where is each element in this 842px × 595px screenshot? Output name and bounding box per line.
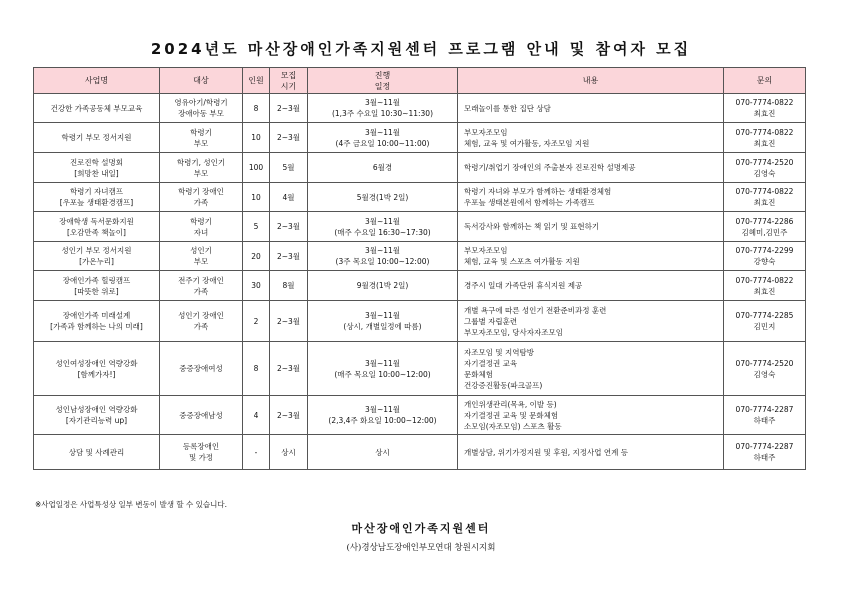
contact-person: 김영숙 [753,168,776,178]
program-content: 부모자조모임 체험, 교육 및 스포츠 여가활동 지원 [458,242,724,271]
contact-person: 김혜미,김민주 [741,227,788,237]
program-count: 8 [243,342,270,396]
program-target: 전주기 장애인 가족 [160,271,243,301]
recruit-period: 5월 [270,153,308,183]
contact-phone: 070-7774-2287 [735,405,794,414]
footer-org-name: 마산장애인가족지원센터 [351,522,491,535]
table-row [34,301,806,342]
program-name: 성인여성장애인 역량강화 [함께가자!] [34,342,160,396]
program-target: 학령기 장애인 가족 [160,183,243,212]
program-name: 학령기 자녀캠프 [우포늪 생태환경캠프] [34,183,160,212]
program-content: 개인위생관리(목욕, 이발 등) 자기결정권 교육 및 문화체험 소모임(자조모임) 스포츠 활동 [458,396,724,435]
recruit-period: 2~3월 [270,212,308,242]
contact-phone: 070-7774-2299 [735,246,794,255]
program-table [33,67,806,470]
recruit-period: 4월 [270,183,308,212]
program-schedule: 3월~11월 (2,3,4주 화요일 10:00~12:00) [308,396,458,435]
contact-phone: 070-7774-2286 [735,216,794,226]
contact-phone: 070-7774-0822 [735,187,794,196]
program-target: 학령기 자녀 [160,212,243,242]
program-name: 장애학생 독서문화지원 [오감만족 책놀이] [34,212,160,242]
contact-cell [724,396,806,435]
program-content: 자조모임 및 지역탐방 자기결정권 교육 문화체험 건강증진활동(파크골프) [458,342,724,396]
contact-cell [724,301,806,342]
contact-person: 최효진 [753,198,776,207]
footer-parent-org: (사)경상남도장애인부모연대 창원시지회 [346,543,496,553]
program-schedule: 3월~11월 (4주 금요일 10:00~11:00) [308,123,458,153]
program-target: 중증장애여성 [160,342,243,396]
contact-cell [724,242,806,271]
program-target: 성인기 부모 [160,242,243,271]
program-target: 중증장애남성 [160,396,243,435]
recruit-period: 2~3월 [270,396,308,435]
program-schedule: 3월~11월 (상시, 개별일정에 따름) [308,301,458,342]
contact-person: 강향숙 [753,257,776,266]
program-schedule: 5월경(1박 2일) [308,183,458,212]
schedule-note: ※사업일정은 사업특성상 일부 변동이 발생 할 수 있습니다. [35,500,227,509]
contact-phone: 070-7774-2520 [735,157,794,167]
program-content: 학령기/취업기 장애인의 주출분자 진로진학 설명제공 [458,153,724,183]
program-name: 진로진학 설명회 [희망찬 내일] [34,153,160,183]
contact-cell [724,153,806,183]
program-content: 독서강사와 함께하는 책 읽기 및 표현하기 [458,212,724,242]
program-count: 10 [243,123,270,153]
contact-person: 김민지 [753,322,776,331]
contact-phone: 070-7774-2520 [735,358,794,368]
program-rows [34,94,806,470]
contact-person: 하태주 [753,416,776,425]
header-period: 모집 시기 [270,68,308,94]
table-row [34,94,806,123]
recruit-period: 2~3월 [270,94,308,123]
header-schedule: 진행 일정 [308,68,458,94]
header-contact: 문의 [724,68,806,94]
header-program: 사업명 [34,68,160,94]
contact-person: 최효진 [753,109,776,118]
program-name: 성인기 부모 정서지원 [가온누리] [34,242,160,271]
recruit-period: 2~3월 [270,342,308,396]
contact-phone: 070-7774-2285 [735,311,794,320]
header-target: 대상 [160,68,243,94]
program-content: 개별상담, 위기가정지원 및 후원, 지정사업 연계 등 [458,435,724,470]
table-row [34,183,806,212]
program-name: 장애인가족 힐링캠프 [따뜻한 위로] [34,271,160,301]
table-row [34,435,806,470]
header-content: 내용 [458,68,724,94]
recruit-period: 상시 [270,435,308,470]
program-schedule: 6월경 [308,153,458,183]
program-name: 학령기 부모 정서지원 [34,123,160,153]
program-count: 20 [243,242,270,271]
program-schedule: 3월~11월 (3주 목요일 10:00~12:00) [308,242,458,271]
program-name: 건강한 가족공동체 부모교육 [34,94,160,123]
table-row [34,242,806,271]
program-count: - [243,435,270,470]
program-target: 학령기, 성인기 부모 [160,153,243,183]
contact-person: 최효진 [753,286,776,296]
program-name: 성인남성장애인 역량강화 [자기관리능력 up] [34,396,160,435]
program-name: 장애인가족 미래설계 [가족과 함께하는 나의 미래] [34,301,160,342]
table-row [34,123,806,153]
program-content: 경주시 일대 가족단위 휴식지원 제공 [458,271,724,301]
program-target: 영유아기/학령기 장애아동 부모 [160,94,243,123]
contact-person: 김영숙 [753,369,776,379]
table-row [34,342,806,396]
contact-cell [724,271,806,301]
contact-cell [724,435,806,470]
program-count: 100 [243,153,270,183]
table-row [34,153,806,183]
contact-person: 최효진 [753,138,776,148]
table-row [34,212,806,242]
contact-cell [724,94,806,123]
contact-phone: 070-7774-2287 [735,442,794,451]
program-count: 5 [243,212,270,242]
table-row [34,271,806,301]
contact-phone: 070-7774-0822 [735,127,794,137]
program-count: 4 [243,396,270,435]
program-count: 8 [243,94,270,123]
program-schedule: 3월~11월 (매주 목요일 10:00~12:00) [308,342,458,396]
contact-phone: 070-7774-0822 [735,275,794,285]
program-content: 부모자조모임 체험, 교육 및 여가활동, 자조모임 지원 [458,123,724,153]
program-name: 상담 및 사례관리 [34,435,160,470]
program-count: 2 [243,301,270,342]
program-target: 학령기 부모 [160,123,243,153]
program-target: 등록장애인 및 가정 [160,435,243,470]
program-target: 성인기 장애인 가족 [160,301,243,342]
contact-cell [724,342,806,396]
program-schedule: 상시 [308,435,458,470]
contact-cell [724,212,806,242]
contact-phone: 070-7774-0822 [735,98,794,107]
recruit-period: 8월 [270,271,308,301]
page-title: 2024년도 마산장애인가족지원센터 프로그램 안내 및 참여자 모집 [150,40,692,58]
contact-person: 하태주 [753,453,776,462]
recruit-period: 2~3월 [270,301,308,342]
program-schedule: 3월~11월 (매주 수요일 16:30~17:30) [308,212,458,242]
program-count: 10 [243,183,270,212]
recruit-period: 2~3월 [270,242,308,271]
program-content: 개별 욕구에 따른 성인기 전환준비과정 훈련 그룹별 자립훈련 부모자조모임, 당사자자조모임 [458,301,724,342]
table-row [34,396,806,435]
program-schedule: 9월경(1박 2일) [308,271,458,301]
program-schedule: 3월~11월 (1,3주 수요일 10:30~11:30) [308,94,458,123]
contact-cell [724,123,806,153]
program-count: 30 [243,271,270,301]
contact-cell [724,183,806,212]
recruit-period: 2~3월 [270,123,308,153]
header-count: 인원 [243,68,270,94]
table-header-row [34,68,806,94]
program-content: 모래놀이를 통한 집단 상담 [458,94,724,123]
program-content: 학령기 자녀와 부모가 함께하는 생태환경체험 우포늪 생태본원에서 함께하는 가족캠프 [458,183,724,212]
